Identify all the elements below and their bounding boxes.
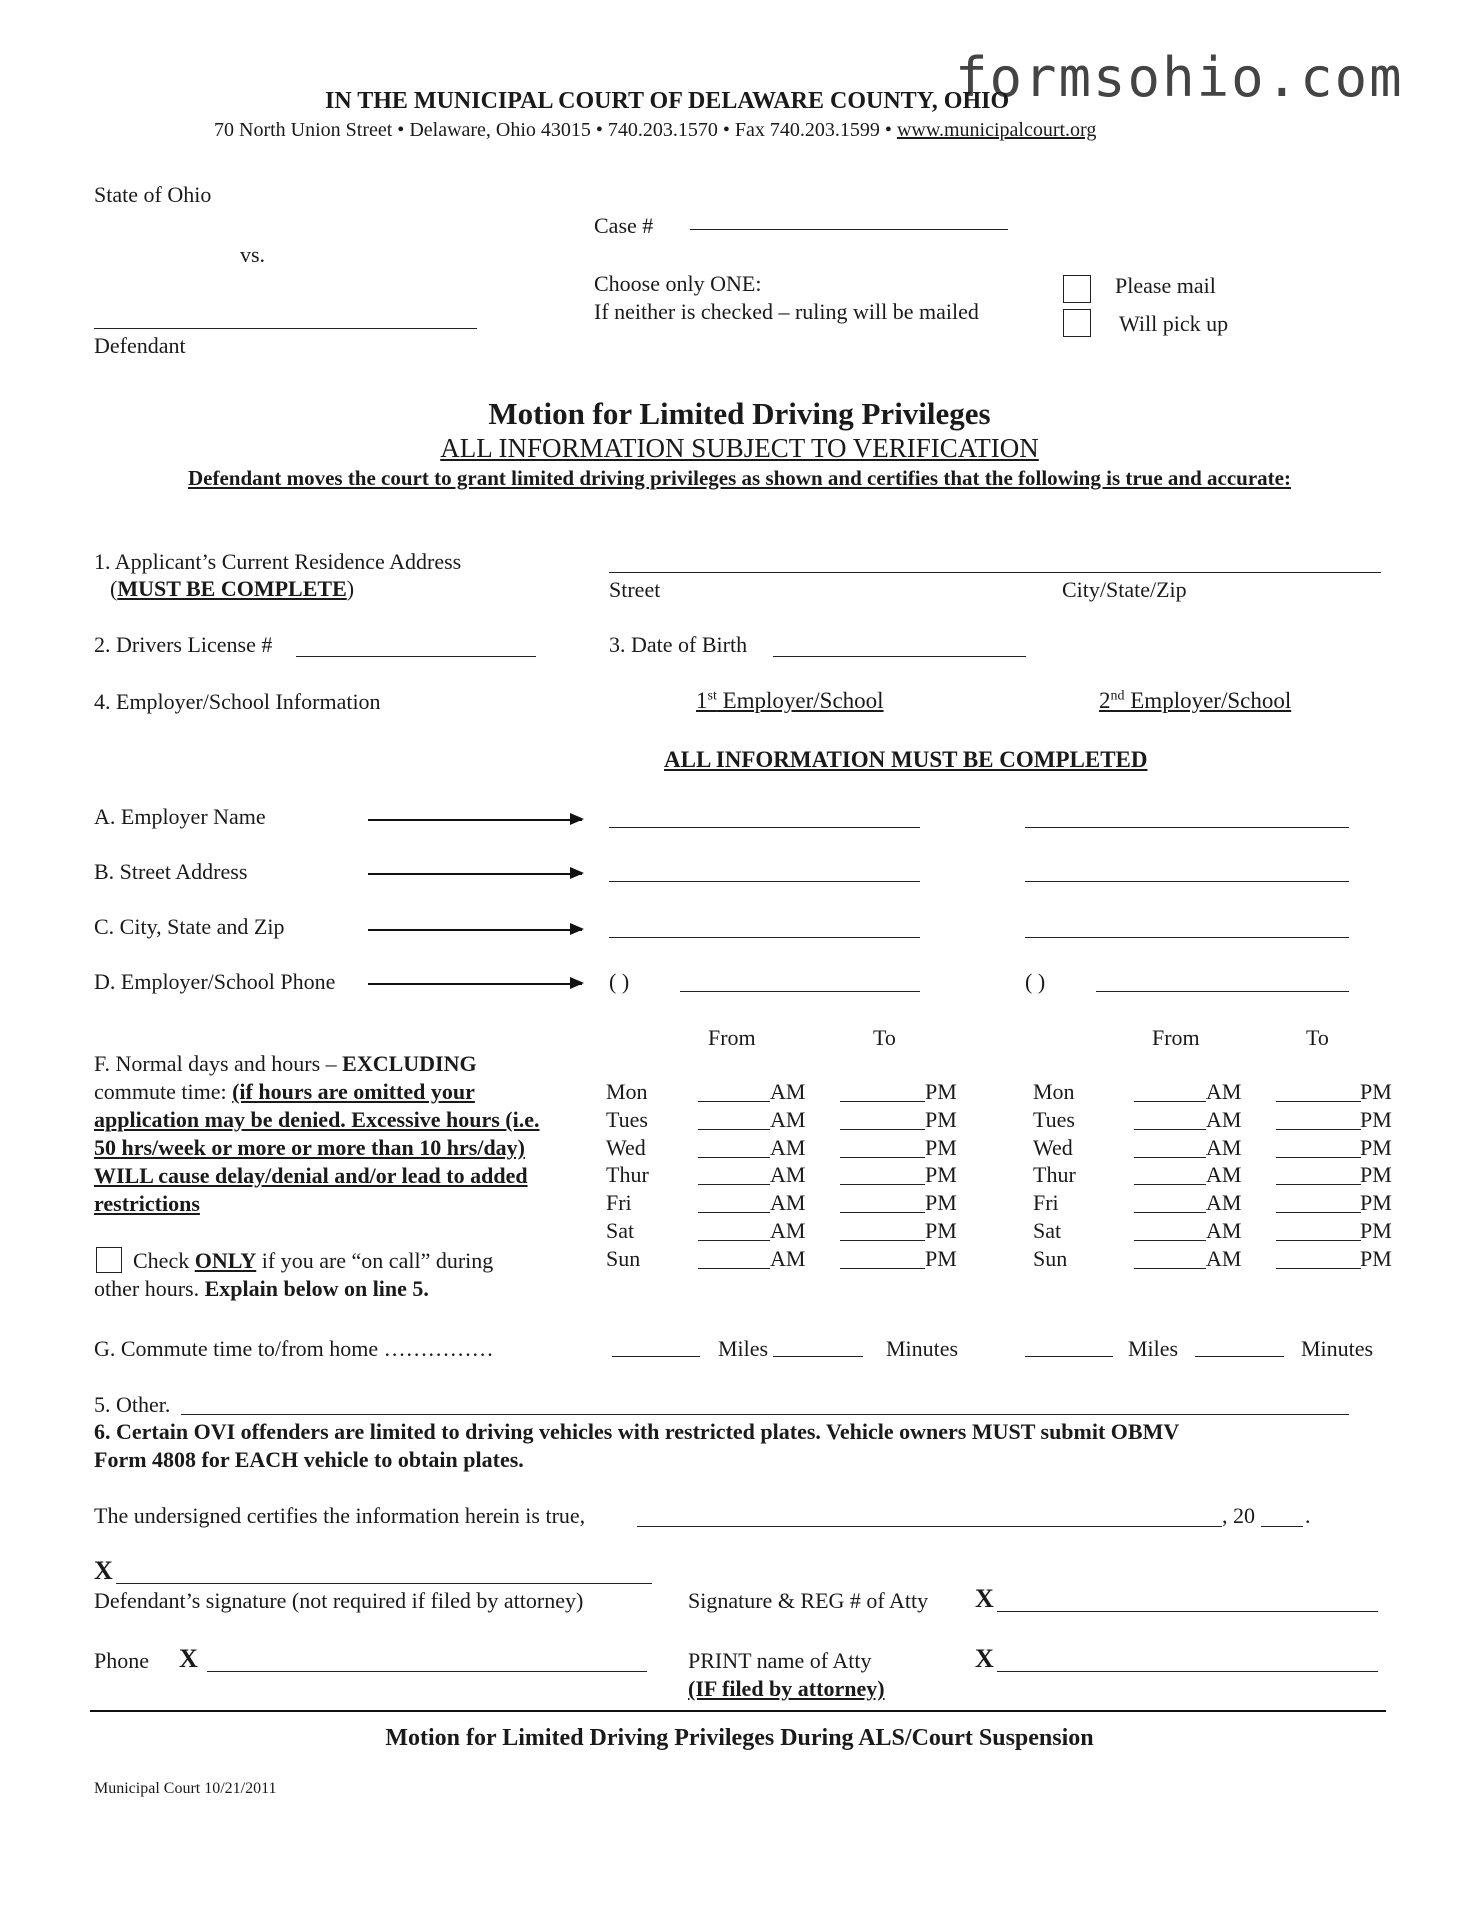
drivers-license-field[interactable] [296, 656, 536, 657]
date-of-birth-field[interactable] [773, 656, 1026, 657]
phone-field[interactable] [207, 1671, 647, 1672]
defendant-label: Defendant [94, 333, 186, 358]
employer1-city-field[interactable] [609, 937, 920, 938]
employer1-phone-field[interactable] [680, 991, 920, 992]
atty-signature-field[interactable] [997, 1611, 1378, 1612]
schedule2-day-sat: Sat [1033, 1218, 1062, 1243]
hours-warning-line3: 50 hrs/week or more or more than 10 hrs/day) [94, 1135, 526, 1160]
if-filed-by-attorney: (IF filed by attorney) [688, 1676, 885, 1701]
motion-statement: Defendant moves the court to grant limited driving privileges as shown and certifies that the following is true and accurate: [188, 466, 1291, 490]
employer2-name-field[interactable] [1025, 827, 1349, 828]
schedule2-thur-to-field[interactable] [1276, 1184, 1361, 1185]
schedule1-day-wed: Wed [606, 1134, 646, 1160]
employer2-phone-field[interactable] [1096, 991, 1349, 992]
schedule2-thur-from-field[interactable] [1134, 1184, 1206, 1185]
schedule1-fri-from-field[interactable] [698, 1212, 770, 1213]
schedule2-wed-am-label: AM [1206, 1134, 1242, 1160]
footer-title: Motion for Limited Driving Privileges During ALS/Court Suspension [385, 1725, 1094, 1751]
schedule2-fri-to-field[interactable] [1276, 1212, 1361, 1213]
form-title: Motion for Limited Driving Privileges [488, 396, 991, 431]
employer-name-label: A. Employer Name [94, 804, 266, 829]
court-address [214, 119, 1096, 142]
normal-hours-label: F. Normal days and hours – EXCLUDING [94, 1051, 477, 1076]
schedule2-day-sun: Sun [1033, 1245, 1068, 1271]
other-label: 5. Other. [94, 1392, 171, 1417]
on-call-label: Check ONLY if you are “on call” during [133, 1248, 494, 1273]
schedule2-sat-from-field[interactable] [1134, 1240, 1206, 1241]
schedule2-tues-am-label: AM [1206, 1106, 1242, 1132]
other-field[interactable] [181, 1414, 1349, 1415]
commute1-minutes-label: Minutes [886, 1336, 959, 1361]
schedule1-thur-pm-label: PM [925, 1162, 957, 1188]
form-revision-id: Municipal Court 10/21/2011 [94, 1780, 277, 1797]
schedule2-day-wed: Wed [1033, 1134, 1073, 1160]
on-call-checkbox[interactable] [96, 1247, 122, 1273]
schedule2-sat-pm-label: PM [1360, 1218, 1392, 1243]
schedule1-fri-to-field[interactable] [840, 1212, 925, 1213]
choose-one-label: Choose only ONE: [594, 271, 762, 296]
date-of-birth-label: 3. Date of Birth [609, 632, 748, 657]
ovi-notice-line1: 6. Certain OVI offenders are limited to driving vehicles with restricted plates. Vehicle owners MUST submit OBMV [94, 1419, 1180, 1444]
print-atty-x: X [975, 1644, 994, 1673]
employer-phone-label: D. Employer/School Phone [94, 969, 336, 994]
commute1-miles-label: Miles [718, 1336, 769, 1361]
employer-street-label: B. Street Address [94, 859, 248, 884]
schedule1-fri-pm-label: PM [925, 1190, 957, 1216]
schedule2-sat-to-field[interactable] [1276, 1240, 1361, 1241]
watermark: formsohio.com [955, 46, 1404, 109]
must-be-complete-text: MUST BE COMPLETE [117, 576, 347, 601]
atty-signature-label: Signature & REG # of Atty [688, 1588, 929, 1613]
plaintiff-name: State of Ohio [94, 182, 212, 207]
commute1-miles-field[interactable] [612, 1356, 700, 1357]
schedule1-sun-pm-label: PM [925, 1245, 957, 1271]
hours-warning-line5: restrictions [94, 1191, 200, 1216]
certify-period: . [1305, 1503, 1311, 1528]
print-atty-name-label: PRINT name of Atty [688, 1648, 872, 1673]
commute1-minutes-field[interactable] [773, 1356, 863, 1357]
employer-info-label: 4. Employer/School Information [94, 689, 381, 714]
schedule1-tues-to-field[interactable] [840, 1129, 925, 1130]
schedule1-mon-to-field[interactable] [840, 1101, 925, 1102]
schedule1-wed-from-field[interactable] [698, 1157, 770, 1158]
schedule2-wed-from-field[interactable] [1134, 1157, 1206, 1158]
phone-x: X [179, 1644, 198, 1673]
schedule2-mon-to-field[interactable] [1276, 1101, 1361, 1102]
schedule1-sun-am-label: AM [770, 1245, 806, 1271]
all-info-must-complete: ALL INFORMATION MUST BE COMPLETED [664, 747, 1148, 772]
schedule1-day-mon: Mon [606, 1079, 648, 1104]
certify-statement: The undersigned certifies the information herein is true, [94, 1503, 586, 1528]
case-number-label: Case # [594, 213, 654, 238]
residence-address-label: 1. Applicant’s Current Residence Address [94, 549, 462, 574]
schedule2-tues-to-field[interactable] [1276, 1129, 1361, 1130]
schedule1-day-tues: Tues [606, 1106, 648, 1132]
schedule2-wed-pm-label: PM [1360, 1134, 1392, 1160]
schedule2-to-header: To [1306, 1025, 1329, 1050]
drivers-license-label: 2. Drivers License # [94, 632, 273, 657]
schedule2-mon-pm-label: PM [1360, 1079, 1392, 1104]
schedule2-fri-pm-label: PM [1360, 1190, 1392, 1216]
defendant-name-field[interactable] [94, 328, 477, 329]
commute-time-label: commute time: (if hours are omitted your [94, 1079, 475, 1104]
vs-label: vs. [240, 242, 266, 267]
commute-label: G. Commute time to/from home …………… [94, 1336, 494, 1361]
will-pick-up-checkbox[interactable] [1063, 309, 1091, 337]
schedule1-mon-from-field[interactable] [698, 1101, 770, 1102]
schedule1-day-sun: Sun [606, 1245, 641, 1271]
employer1-name-field[interactable] [609, 827, 920, 828]
schedule1-wed-to-field[interactable] [840, 1157, 925, 1158]
neither-checked-note: If neither is checked – ruling will be mailed [594, 299, 979, 324]
schedule2-wed-to-field[interactable] [1276, 1157, 1361, 1158]
employer-city-arrow [368, 929, 582, 931]
schedule1-sat-pm-label: PM [925, 1218, 957, 1243]
schedule1-mon-pm-label: PM [925, 1079, 957, 1104]
hours-warning-line2: application may be denied. Excessive hours (i.e. [94, 1107, 540, 1132]
employer-street-arrow [368, 873, 582, 875]
residence-address-field[interactable] [609, 572, 1381, 573]
court-website-link[interactable]: www.municipalcourt.org [896, 119, 1097, 141]
schedule1-tues-pm-label: PM [925, 1106, 957, 1132]
schedule1-thur-from-field[interactable] [698, 1184, 770, 1185]
certify-date-field[interactable] [637, 1526, 1222, 1527]
defendant-signature-label: Defendant’s signature (not required if filed by attorney) [94, 1588, 584, 1613]
schedule1-sun-from-field[interactable] [698, 1268, 770, 1269]
first-employer-heading: 1st Employer/School [696, 688, 884, 713]
ovi-notice-line2: Form 4808 for EACH vehicle to obtain plates. [94, 1447, 524, 1472]
schedule1-sat-am-label: AM [770, 1218, 806, 1243]
schedule2-from-header: From [1152, 1025, 1200, 1050]
schedule2-tues-pm-label: PM [1360, 1106, 1392, 1132]
certify-year-field[interactable] [1261, 1526, 1303, 1527]
court-heading: IN THE MUNICIPAL COURT OF DELAWARE COUNTY, OHIO [325, 88, 1010, 114]
schedule2-day-tues: Tues [1033, 1106, 1075, 1132]
schedule1-day-sat: Sat [606, 1218, 635, 1243]
schedule1-thur-am-label: AM [770, 1162, 806, 1188]
schedule2-tues-from-field[interactable] [1134, 1129, 1206, 1130]
schedule1-tues-am-label: AM [770, 1106, 806, 1132]
schedule1-sun-to-field[interactable] [840, 1268, 925, 1269]
schedule1-to-header: To [873, 1025, 896, 1050]
schedule2-day-mon: Mon [1033, 1079, 1075, 1104]
schedule1-mon-am-label: AM [770, 1079, 806, 1104]
schedule2-sun-am-label: AM [1206, 1245, 1242, 1271]
schedule2-mon-from-field[interactable] [1134, 1101, 1206, 1102]
verification-subtitle: ALL INFORMATION SUBJECT TO VERIFICATION [440, 433, 1039, 463]
employer2-city-field[interactable] [1025, 937, 1349, 938]
employer-city-label: C. City, State and Zip [94, 914, 285, 939]
schedule1-fri-am-label: AM [770, 1190, 806, 1216]
schedule1-tues-from-field[interactable] [698, 1129, 770, 1130]
schedule1-wed-am-label: AM [770, 1134, 806, 1160]
schedule1-day-fri: Fri [606, 1190, 632, 1216]
schedule2-day-fri: Fri [1033, 1190, 1059, 1216]
print-atty-name-field[interactable] [997, 1671, 1378, 1672]
will-pick-up-label: Will pick up [1119, 311, 1229, 336]
street-label: Street [609, 577, 661, 602]
schedule2-day-thur: Thur [1033, 1162, 1076, 1188]
atty-sig-x: X [975, 1584, 994, 1613]
schedule1-thur-to-field[interactable] [840, 1184, 925, 1185]
second-employer-heading: 2nd Employer/School [1099, 688, 1292, 713]
footer-rule [90, 1710, 1386, 1712]
employer1-street-field[interactable] [609, 881, 920, 882]
schedule2-fri-from-field[interactable] [1134, 1212, 1206, 1213]
employer2-street-field[interactable] [1025, 881, 1349, 882]
defendant-signature-field[interactable] [116, 1583, 652, 1584]
court-address-text: 70 North Union Street • Delaware, Ohio 43015 • 740.203.1570 • Fax 740.203.1599 • [214, 119, 892, 141]
schedule2-sun-from-field[interactable] [1134, 1268, 1206, 1269]
residence-must-complete: (MUST BE COMPLETE) [110, 576, 355, 601]
schedule2-thur-am-label: AM [1206, 1162, 1242, 1188]
schedule1-sat-from-field[interactable] [698, 1240, 770, 1241]
schedule2-sun-to-field[interactable] [1276, 1268, 1361, 1269]
defendant-sig-x: X [94, 1556, 113, 1585]
commute2-miles-field[interactable] [1025, 1356, 1113, 1357]
schedule1-sat-to-field[interactable] [840, 1240, 925, 1241]
commute2-minutes-field[interactable] [1195, 1356, 1284, 1357]
city-state-zip-label: City/State/Zip [1062, 577, 1187, 602]
schedule2-sat-am-label: AM [1206, 1218, 1242, 1243]
phone-label: Phone [94, 1648, 149, 1673]
employer2-phone-paren: ( ) [1025, 969, 1046, 994]
on-call-explain: other hours. Explain below on line 5. [94, 1276, 429, 1301]
schedule1-day-thur: Thur [606, 1162, 649, 1188]
hours-warning-line4: WILL cause delay/denial and/or lead to added [94, 1163, 528, 1188]
commute2-miles-label: Miles [1128, 1336, 1179, 1361]
schedule2-fri-am-label: AM [1206, 1190, 1242, 1216]
schedule2-sun-pm-label: PM [1360, 1245, 1392, 1271]
certify-year-prefix: , 20 [1222, 1503, 1255, 1528]
schedule2-thur-pm-label: PM [1360, 1162, 1392, 1188]
please-mail-label: Please mail [1115, 273, 1216, 298]
employer-phone-arrow [368, 983, 582, 985]
employer1-phone-paren: ( ) [609, 969, 630, 994]
please-mail-checkbox[interactable] [1063, 275, 1091, 303]
case-number-field[interactable] [690, 229, 1008, 230]
schedule1-wed-pm-label: PM [925, 1134, 957, 1160]
employer-name-arrow [368, 819, 582, 821]
commute2-minutes-label: Minutes [1301, 1336, 1374, 1361]
schedule2-mon-am-label: AM [1206, 1079, 1242, 1104]
schedule1-from-header: From [708, 1025, 756, 1050]
